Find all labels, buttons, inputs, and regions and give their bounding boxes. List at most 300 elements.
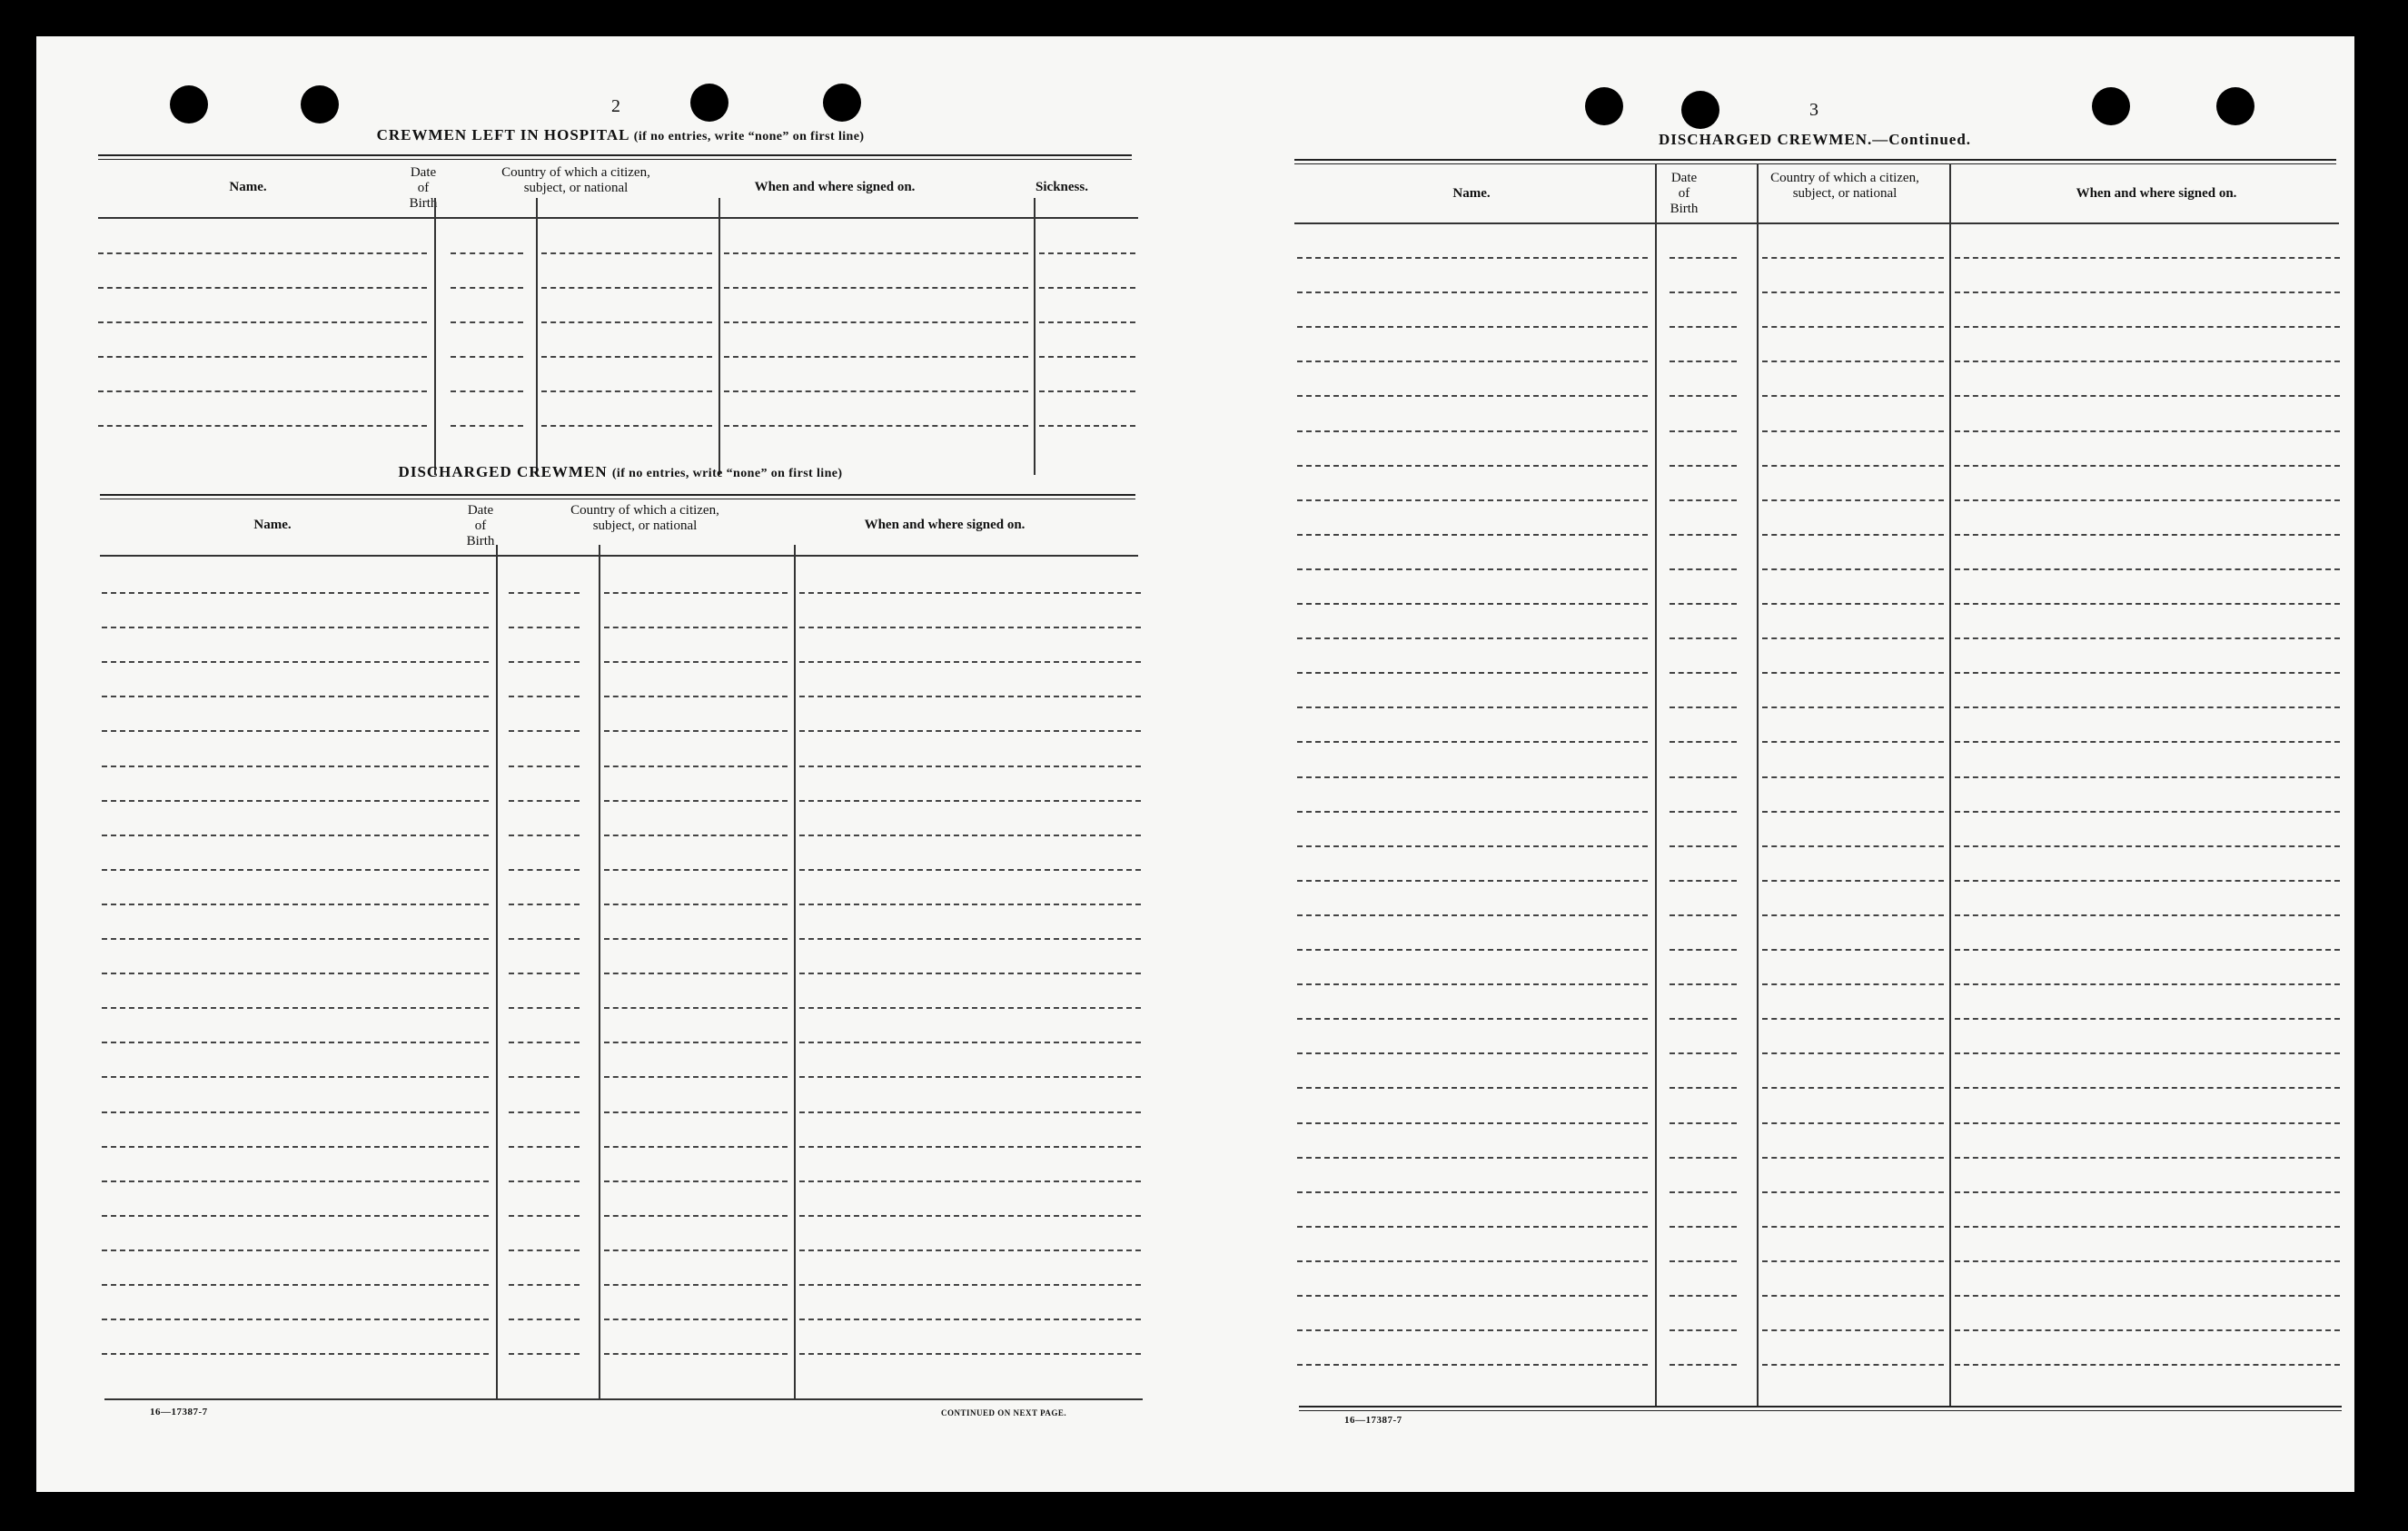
hospital-title-text: CREWMEN LEFT IN HOSPITAL [376, 126, 629, 143]
entry-line [1670, 1329, 1737, 1331]
entry-line [799, 800, 1141, 802]
entry-line [509, 1007, 580, 1009]
entry-line [1297, 949, 1648, 951]
entry-line [98, 425, 427, 427]
entry-line [509, 869, 580, 871]
entry-line [1670, 603, 1737, 605]
entry-line [1955, 499, 2340, 501]
entry-line [1670, 430, 1737, 432]
entry-line [102, 730, 489, 732]
entry-line [1297, 880, 1648, 882]
entry-line [1670, 1087, 1737, 1089]
entry-line [724, 425, 1028, 427]
entry-line [1762, 430, 1944, 432]
entry-line [1297, 637, 1648, 639]
entry-line [1762, 361, 1944, 362]
column-divider [1034, 198, 1036, 475]
entry-line [1762, 1052, 1944, 1054]
entry-line [1955, 1329, 2340, 1331]
entry-line [451, 425, 523, 427]
entry-line [509, 1042, 580, 1043]
entry-line [509, 800, 580, 802]
entry-line [1297, 1329, 1648, 1331]
entry-line [1955, 1226, 2340, 1228]
col-header-country: Country of which a citizen, subject, or national [1770, 171, 1919, 201]
header-rule [98, 217, 1138, 219]
entry-line [1955, 568, 2340, 570]
entry-line [1955, 672, 2340, 674]
entry-line [604, 1353, 788, 1355]
entry-line [799, 1042, 1141, 1043]
table-top-rule [100, 494, 1135, 496]
col-header-name: Name. [229, 180, 267, 194]
entry-line [1297, 465, 1648, 467]
entry-line [1670, 257, 1737, 259]
entry-line [724, 390, 1028, 392]
entry-line [1670, 1295, 1737, 1297]
entry-line [1955, 776, 2340, 778]
entry-line [509, 592, 580, 594]
entry-line [1762, 811, 1944, 813]
entry-line [1955, 845, 2340, 847]
entry-line [799, 1111, 1141, 1113]
entry-line [509, 1319, 580, 1320]
left-page [36, 36, 1199, 1492]
entry-line [1762, 1226, 1944, 1228]
entry-line [604, 1007, 788, 1009]
entry-line [1762, 395, 1944, 397]
entry-line [1762, 603, 1944, 605]
entry-line [1297, 603, 1648, 605]
col-header-name: Name. [253, 518, 292, 532]
entry-line [1762, 1087, 1944, 1089]
entry-line [509, 730, 580, 732]
entry-line [1762, 776, 1944, 778]
entry-line [1955, 257, 2340, 259]
entry-line [604, 1111, 788, 1113]
entry-line [604, 800, 788, 802]
entry-line [1762, 465, 1944, 467]
entry-line [1670, 395, 1737, 397]
entry-line [799, 1353, 1141, 1355]
entry-line [1297, 1191, 1648, 1193]
entry-line [1955, 949, 2340, 951]
punch-hole [2216, 87, 2254, 125]
entry-line [799, 869, 1141, 871]
entry-line [1039, 321, 1135, 323]
entry-line [1297, 1260, 1648, 1262]
entry-line [604, 973, 788, 974]
hospital-table-title [377, 126, 865, 144]
entry-line [451, 390, 523, 392]
entry-line [1297, 395, 1648, 397]
entry-line [509, 766, 580, 767]
entry-line [102, 973, 489, 974]
entry-line [1297, 1052, 1648, 1054]
entry-line [1297, 776, 1648, 778]
entry-line [799, 973, 1141, 974]
entry-line [1297, 1157, 1648, 1159]
entry-line [102, 869, 489, 871]
entry-line [1670, 568, 1737, 570]
entry-line [541, 390, 712, 392]
entry-line [1955, 741, 2340, 743]
entry-line [1955, 1260, 2340, 1262]
entry-line [799, 592, 1141, 594]
entry-line [1297, 326, 1648, 328]
entry-line [1955, 637, 2340, 639]
form-sheet [36, 36, 2354, 1492]
entry-line [541, 287, 712, 289]
entry-line [102, 661, 489, 663]
entry-line [1762, 499, 1944, 501]
entry-line [1762, 1364, 1944, 1366]
entry-line [604, 835, 788, 836]
entry-line [1955, 1295, 2340, 1297]
entry-line [1955, 1122, 2340, 1124]
entry-line [604, 661, 788, 663]
entry-line [1955, 361, 2340, 362]
col-header-sickness: Sickness. [1036, 180, 1088, 194]
entry-line [509, 661, 580, 663]
entry-line [102, 1007, 489, 1009]
entry-line [799, 661, 1141, 663]
entry-line [102, 1146, 489, 1148]
punch-hole [170, 85, 208, 123]
column-divider [718, 198, 720, 475]
entry-line [1955, 534, 2340, 536]
entry-line [451, 321, 523, 323]
entry-line [1762, 914, 1944, 916]
entry-line [1670, 776, 1737, 778]
discharged-table-title [399, 463, 843, 481]
entry-line [509, 1215, 580, 1217]
entry-line [1670, 1157, 1737, 1159]
entry-line [1762, 845, 1944, 847]
entry-line [451, 356, 523, 358]
entry-line [1670, 914, 1737, 916]
entry-line [102, 1042, 489, 1043]
entry-line [1955, 430, 2340, 432]
entry-line [1297, 706, 1648, 708]
entry-line [1955, 1191, 2340, 1193]
entry-line [102, 1076, 489, 1078]
entry-line [1670, 291, 1737, 293]
entry-line [1955, 1364, 2340, 1366]
form-number: 16—17387-7 [150, 1407, 208, 1417]
entry-line [799, 1249, 1141, 1251]
entry-line [1670, 1018, 1737, 1020]
entry-line [1955, 983, 2340, 985]
entry-line [604, 592, 788, 594]
col-header-signed-on: When and where signed on. [864, 518, 1026, 532]
entry-line [102, 904, 489, 905]
entry-line [1762, 568, 1944, 570]
header-rule [1294, 222, 2339, 224]
entry-line [1670, 637, 1737, 639]
entry-line [1670, 499, 1737, 501]
entry-line [1670, 845, 1737, 847]
entry-line [724, 356, 1028, 358]
entry-line [509, 627, 580, 628]
entry-line [541, 356, 712, 358]
entry-line [1670, 1191, 1737, 1193]
col-header-country: Country of which a citizen, subject, or national [501, 165, 650, 195]
entry-line [1762, 1157, 1944, 1159]
entry-line [1762, 741, 1944, 743]
entry-line [1670, 1364, 1737, 1366]
entry-line [604, 1284, 788, 1286]
entry-line [1955, 603, 2340, 605]
entry-line [1297, 361, 1648, 362]
entry-line [724, 287, 1028, 289]
entry-line [604, 627, 788, 628]
entry-line [451, 252, 523, 254]
entry-line [799, 1146, 1141, 1148]
entry-line [1670, 983, 1737, 985]
entry-line [799, 904, 1141, 905]
header-rule [100, 555, 1138, 557]
entry-line [724, 252, 1028, 254]
entry-line [1297, 430, 1648, 432]
entry-line [1297, 291, 1648, 293]
column-divider [496, 545, 498, 1398]
col-header-date-of-birth: Date of Birth [1670, 171, 1699, 216]
entry-line [1039, 425, 1135, 427]
entry-line [1039, 287, 1135, 289]
entry-line [604, 1319, 788, 1320]
entry-line [451, 287, 523, 289]
entry-line [1670, 465, 1737, 467]
entry-line [509, 973, 580, 974]
entry-line [1039, 252, 1135, 254]
entry-line [98, 252, 427, 254]
entry-line [1762, 326, 1944, 328]
col-header-name: Name. [1452, 186, 1491, 201]
entry-line [509, 1180, 580, 1182]
col-header-date-of-birth: Date of Birth [409, 165, 438, 211]
entry-line [1297, 1018, 1648, 1020]
col-header-signed-on: When and where signed on. [2076, 186, 2237, 201]
entry-line [799, 1076, 1141, 1078]
entry-line [799, 938, 1141, 940]
entry-line [1039, 390, 1135, 392]
entry-line [98, 321, 427, 323]
entry-line [799, 835, 1141, 836]
entry-line [541, 425, 712, 427]
entry-line [98, 287, 427, 289]
entry-line [604, 766, 788, 767]
entry-line [1762, 672, 1944, 674]
entry-line [1297, 1087, 1648, 1089]
entry-line [509, 1076, 580, 1078]
entry-line [541, 321, 712, 323]
entry-line [1762, 1260, 1944, 1262]
entry-line [1762, 983, 1944, 985]
entry-line [604, 1042, 788, 1043]
entry-line [541, 252, 712, 254]
entry-line [1762, 291, 1944, 293]
discharged-title-text: DISCHARGED CREWMEN [398, 463, 608, 480]
entry-line [1955, 706, 2340, 708]
entry-line [1670, 706, 1737, 708]
table-bottom-rule [104, 1398, 1143, 1400]
entry-line [98, 356, 427, 358]
column-divider [1655, 163, 1657, 1406]
entry-line [102, 1353, 489, 1355]
entry-line [799, 1319, 1141, 1320]
entry-line [1297, 1364, 1648, 1366]
entry-line [1762, 1295, 1944, 1297]
column-divider [1949, 163, 1951, 1406]
punch-hole [1585, 87, 1623, 125]
entry-line [509, 1353, 580, 1355]
punch-hole [301, 85, 339, 123]
entry-line [102, 627, 489, 628]
column-divider [536, 198, 538, 475]
entry-line [1762, 706, 1944, 708]
entry-line [1762, 637, 1944, 639]
entry-line [1670, 672, 1737, 674]
entry-line [799, 1007, 1141, 1009]
entry-line [604, 1146, 788, 1148]
column-divider [794, 545, 796, 1398]
entry-line [509, 1146, 580, 1148]
entry-line [1297, 499, 1648, 501]
entry-line [509, 904, 580, 905]
col-header-signed-on: When and where signed on. [754, 180, 916, 194]
entry-line [509, 1249, 580, 1251]
entry-line [509, 1111, 580, 1113]
entry-line [1762, 534, 1944, 536]
discharged-continued-text: DISCHARGED CREWMEN.—Continued. [1658, 131, 1972, 148]
entry-line [799, 627, 1141, 628]
entry-line [1297, 1226, 1648, 1228]
entry-line [102, 1284, 489, 1286]
entry-line [98, 390, 427, 392]
entry-line [1955, 291, 2340, 293]
entry-line [799, 1215, 1141, 1217]
table-top-rule [1294, 159, 2336, 161]
entry-line [1297, 534, 1648, 536]
entry-line [1762, 949, 1944, 951]
entry-line [799, 1180, 1141, 1182]
entry-line [604, 696, 788, 697]
continued-note: CONTINUED ON NEXT PAGE. [941, 1408, 1067, 1417]
entry-line [1297, 914, 1648, 916]
table-bottom-rule [1299, 1406, 2342, 1408]
entry-line [799, 1284, 1141, 1286]
entry-line [102, 592, 489, 594]
punch-hole [2092, 87, 2130, 125]
entry-line [102, 1180, 489, 1182]
entry-line [1670, 1122, 1737, 1124]
entry-line [102, 696, 489, 697]
entry-line [1670, 361, 1737, 362]
entry-line [1955, 1018, 2340, 1020]
entry-line [102, 766, 489, 767]
entry-line [1955, 465, 2340, 467]
entry-line [1670, 811, 1737, 813]
punch-hole [823, 84, 861, 122]
entry-line [604, 1180, 788, 1182]
col-header-country: Country of which a citizen, subject, or national [570, 503, 719, 533]
punch-hole [690, 84, 728, 122]
entry-line [1297, 1295, 1648, 1297]
entry-line [724, 321, 1028, 323]
column-divider [1757, 163, 1759, 1406]
entry-line [102, 800, 489, 802]
entry-line [1670, 326, 1737, 328]
table-top-rule [98, 154, 1132, 156]
entry-line [604, 1215, 788, 1217]
entry-line [1762, 880, 1944, 882]
hospital-title-note: (if no entries, write “none” on first line) [633, 130, 865, 143]
entry-line [1955, 326, 2340, 328]
col-header-date-of-birth: Date of Birth [466, 503, 495, 548]
entry-line [1297, 811, 1648, 813]
entry-line [1297, 741, 1648, 743]
entry-line [1955, 1087, 2340, 1089]
entry-line [1297, 1122, 1648, 1124]
entry-line [102, 1111, 489, 1113]
discharged-continued-title [1659, 131, 1971, 149]
entry-line [102, 1319, 489, 1320]
entry-line [604, 1249, 788, 1251]
entry-line [102, 1249, 489, 1251]
entry-line [1955, 914, 2340, 916]
column-divider [434, 198, 436, 475]
entry-line [604, 869, 788, 871]
entry-line [509, 1284, 580, 1286]
entry-line [799, 696, 1141, 697]
entry-line [102, 1215, 489, 1217]
entry-line [1670, 949, 1737, 951]
page-number: 3 [1809, 100, 1818, 120]
entry-line [1670, 1260, 1737, 1262]
entry-line [1039, 356, 1135, 358]
entry-line [1762, 1191, 1944, 1193]
column-divider [599, 545, 600, 1398]
entry-line [1297, 983, 1648, 985]
page-number: 2 [611, 96, 620, 116]
entry-line [102, 938, 489, 940]
entry-line [1297, 845, 1648, 847]
punch-hole [1681, 91, 1719, 129]
entry-line [1955, 395, 2340, 397]
form-number: 16—17387-7 [1344, 1415, 1402, 1426]
entry-line [102, 835, 489, 836]
entry-line [799, 766, 1141, 767]
entry-line [1670, 1226, 1737, 1228]
right-page [1199, 36, 2354, 1492]
entry-line [1297, 568, 1648, 570]
entry-line [509, 835, 580, 836]
entry-line [604, 1076, 788, 1078]
entry-line [1955, 811, 2340, 813]
entry-line [604, 904, 788, 905]
entry-line [1762, 1329, 1944, 1331]
entry-line [1762, 1018, 1944, 1020]
entry-line [509, 938, 580, 940]
entry-line [509, 696, 580, 697]
entry-line [1670, 534, 1737, 536]
entry-line [799, 730, 1141, 732]
entry-line [1297, 672, 1648, 674]
entry-line [1670, 741, 1737, 743]
entry-line [1955, 1052, 2340, 1054]
entry-line [604, 730, 788, 732]
